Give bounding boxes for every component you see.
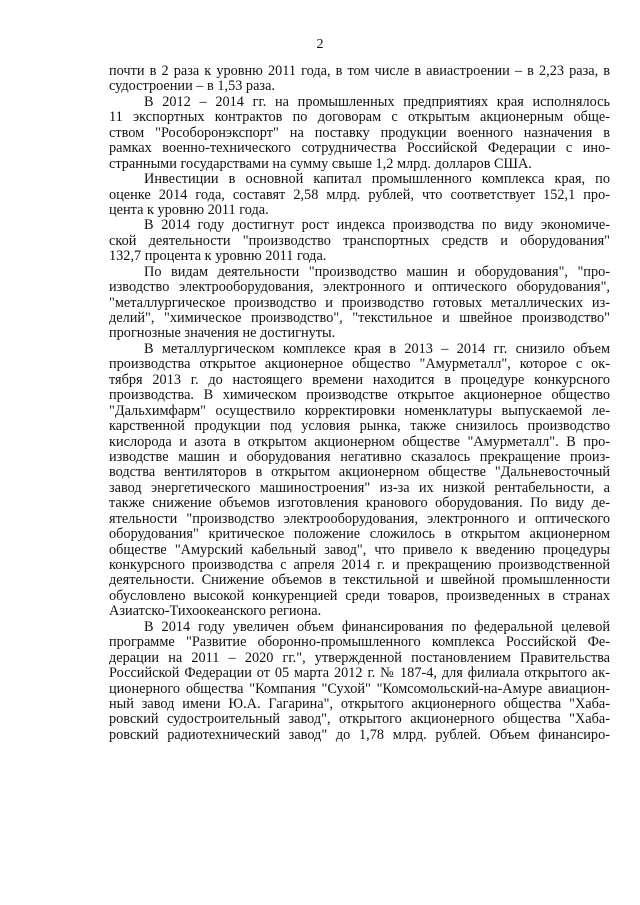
text-line: 11 экспортных контрактов по договорам с открытым акционерным обще- [109, 110, 610, 126]
text-line: делий", "химическое производство", "текстильное и швейное производство" [109, 311, 610, 326]
text-line: карственной продукции под условия рынка, также снизилось производство [109, 419, 610, 435]
text-line: Российской Федерации от 05 марта 2012 г. № 187-4, для филиала открытого ак- [109, 666, 610, 682]
text-line: Инвестиции в основной капитал промышленного комплекса края, по [144, 172, 610, 188]
paragraph [109, 265, 610, 342]
text-line: дерации на 2011 – 2020 гг.", утвержденной постановлением Правительства [109, 650, 610, 666]
text-line: 132,7 процента к уровню 2011 года. [109, 249, 327, 265]
text-line: ровский радиотехнический завод" до 1,78 млрд. рублей. Объем финансиро- [109, 727, 610, 743]
text-line: рамках военно-технического сотрудничества Российской Федерации с ино- [109, 141, 610, 157]
text-line: завод энергетического машиностроения" из-за их низкой рентабельности, а [109, 480, 610, 496]
text-line: также снижение объемов изготовления кранового оборудования. По виду де- [109, 496, 610, 512]
paragraph [109, 172, 610, 218]
paragraph [109, 64, 610, 95]
text-line: оценке 2014 года, составят 2,58 млрд. рублей, что соответствует 152,1 про- [109, 187, 610, 203]
text-line: обществе "Амурский кабельный завод", что привело к введению процедуры [109, 542, 610, 558]
text-line: ный завод имени Ю.А. Гагарина", открытого акционерного общества "Хаба- [109, 696, 610, 712]
text-line: тября 2013 г. до настоящего времени находится в процедуре конкурсного [109, 372, 610, 388]
text-line: В 2014 году достигнут рост индекса производства по виду экономиче- [144, 218, 610, 234]
paragraph [109, 95, 610, 172]
paragraph [109, 342, 610, 620]
text-line: водства вентиляторов в открытом акционерном обществе "Дальневосточный [109, 465, 610, 481]
text-line: изводстве машин и оборудования негативно сказалось прекращение произ- [109, 449, 610, 465]
text-line: цента к уровню 2011 года. [109, 202, 269, 218]
text-line: изводство электрооборудования, электронного и оптического оборудования", [109, 280, 610, 296]
page-number: 2 [316, 37, 324, 52]
paragraph [109, 218, 610, 264]
text-line: почти в 2 раза к уровню 2011 года, в том числе в авиастроении – в 2,23 раза, в [109, 64, 610, 79]
text-line: ством "Рособоронэкспорт" на поставку продукции военного назначения в [109, 125, 610, 141]
text-line: ционерного общества "Компания "Сухой" "Комсомольский-на-Амуре авиацион- [109, 681, 610, 697]
text-line: судостроении – в 1,53 раза. [109, 79, 275, 95]
text-line: Азиатско-Тихоокеанского региона. [109, 604, 322, 620]
text-line: прогнозные значения не достигнуты. [109, 326, 336, 342]
text-line: программе "Развитие оборонно-промышленного комплекса Российской Фе- [109, 635, 610, 651]
text-line: оборудования" критическое положение сложилось в открытом акционерном [109, 527, 610, 543]
text-line: ровский судостроительный завод", открытого акционерного общества "Хаба- [109, 712, 610, 728]
text-line: "Дальхимфарм" осуществило корректировки номенклатуры выпускаемой ле- [109, 403, 610, 419]
text-line: ятельности "производство электрооборудования, электронного и оптического [109, 511, 610, 527]
text-line: По видам деятельности "производство машин и оборудования", "про- [144, 264, 610, 280]
paragraph [109, 620, 610, 744]
text-line: странными государствами на сумму свыше 1,2 млрд. долларов США. [109, 156, 532, 172]
text-line: В металлургическом комплексе края в 2013 – 2014 гг. снизило объем [144, 341, 610, 357]
document-body [109, 64, 610, 743]
text-line: ской деятельности "производство транспортных средств и оборудования" [109, 233, 610, 249]
text-line: В 2012 – 2014 гг. на промышленных предприятиях края исполнялось [144, 94, 610, 110]
text-line: "металлургическое производство и производство готовых металлических из- [109, 295, 610, 311]
text-line: обусловлено высокой конкуренцией среди товаров, произведенных в странах [109, 588, 610, 604]
text-line: производства открытое акционерное общество "Амурметалл", которое с ок- [109, 357, 610, 373]
text-line: В 2014 году увеличен объем финансирования по федеральной целевой [144, 619, 610, 635]
text-line: кислорода и азота в открытом акционерном обществе "Амурметалл". В про- [109, 434, 610, 450]
text-line: производства. В химическом производстве открытое акционерное общество [109, 388, 610, 404]
text-line: деятельности. Снижение объемов в текстильной и швейной промышленности [109, 573, 610, 589]
text-line: конкурсного производства с апреля 2014 г. и прекращению производственной [109, 558, 610, 573]
